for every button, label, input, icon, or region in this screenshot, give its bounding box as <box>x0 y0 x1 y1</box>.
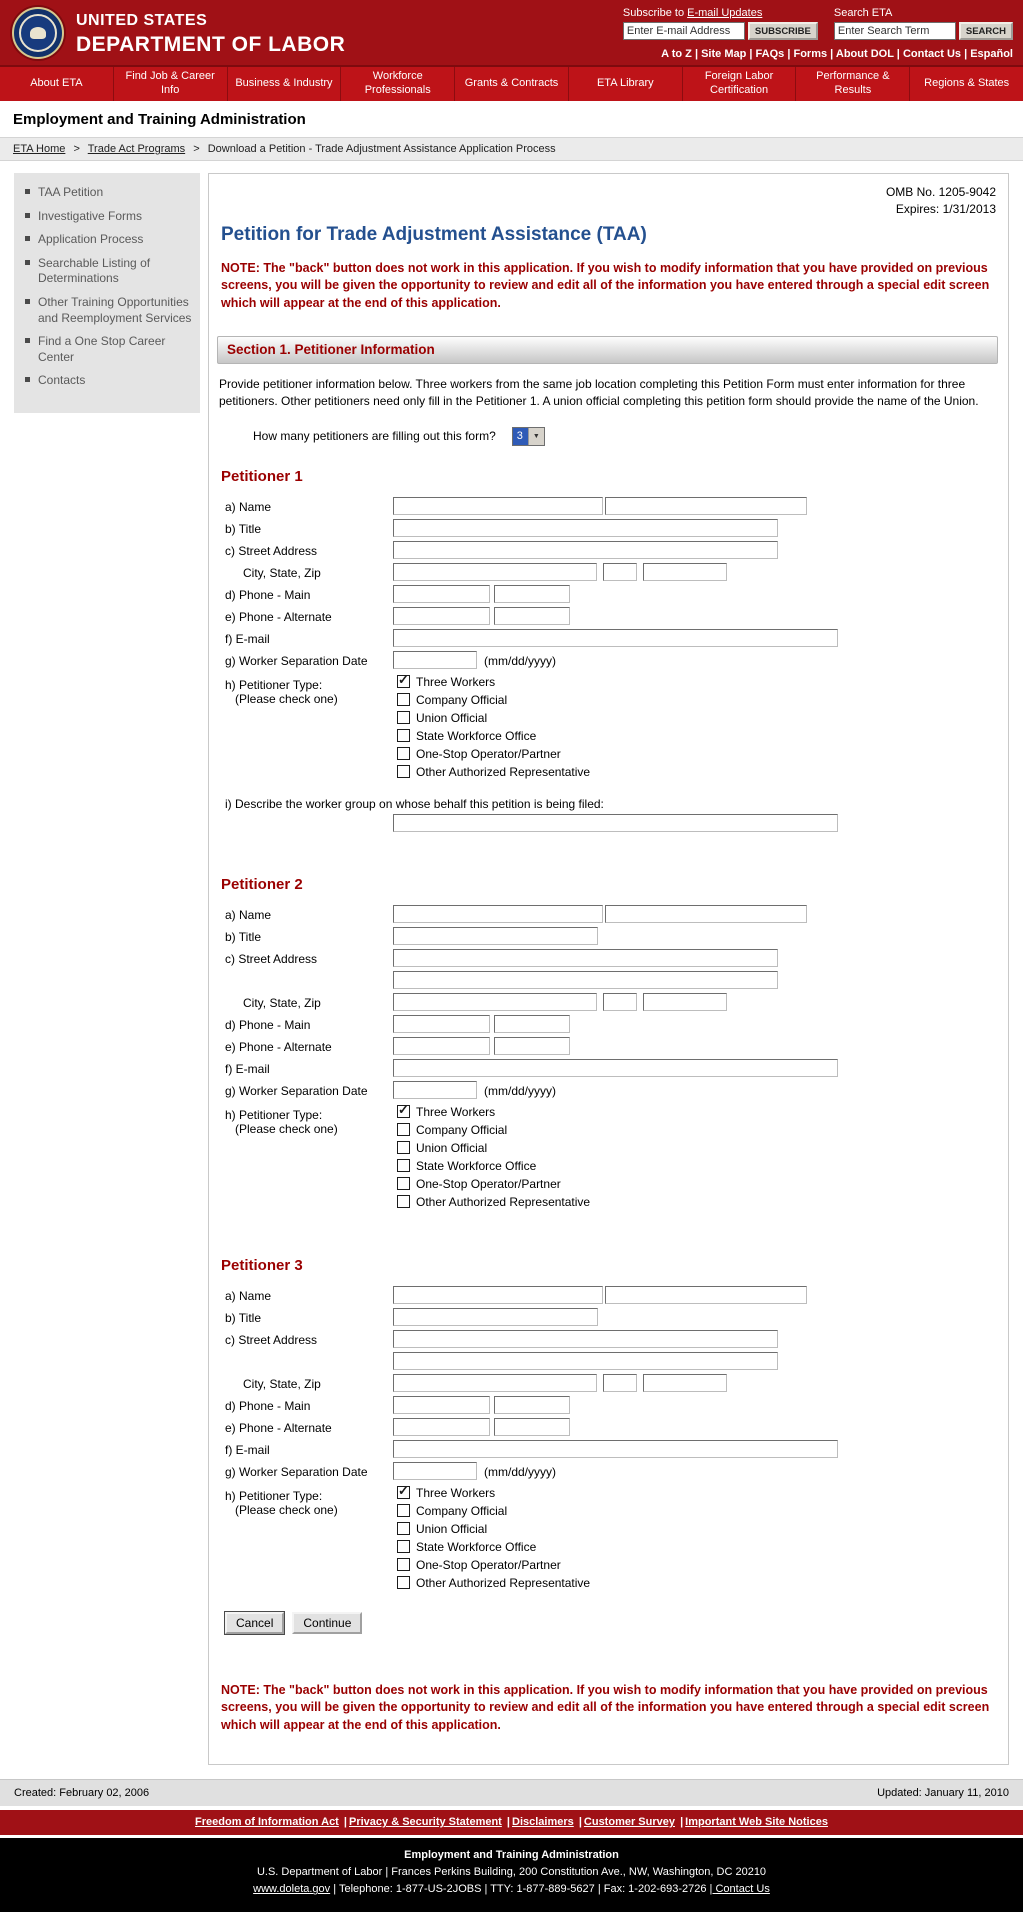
omb-number: OMB No. 1205-9042 <box>885 185 996 199</box>
p2-phone-alt-label: e) Phone - Alternate <box>225 1039 332 1054</box>
p2-street-label: c) Street Address <box>225 951 318 966</box>
form-row <box>217 1308 998 1326</box>
form-row <box>217 1440 998 1458</box>
p1-city-label: City, State, Zip <box>243 565 321 580</box>
subscribe-email-input[interactable] <box>623 22 745 40</box>
p2-three-workers-checkbox[interactable] <box>397 1102 410 1118</box>
link-foia[interactable]: Freedom of Information Act <box>195 1816 339 1829</box>
sidebar <box>14 173 200 413</box>
form-row <box>217 1015 998 1033</box>
p2-other-authorized-rep-checkbox[interactable] <box>397 1195 410 1208</box>
p1-phone-alt-area-input[interactable] <box>393 607 490 625</box>
p3-phone-main-label: d) Phone - Main <box>225 1398 311 1413</box>
p2-phone-main-label: d) Phone - Main <box>225 1017 311 1032</box>
petitioner-1-section <box>217 468 998 832</box>
p1-name-label: a) Name <box>225 499 272 514</box>
masthead <box>0 0 1023 65</box>
form-row <box>217 1352 998 1370</box>
footer-phone-info: | Telephone: 1-877-US-2JOBS | TTY: 1-877-889-5627 | Fax: 1-202-693-2726 <box>333 1883 706 1895</box>
p2-company-official-checkbox[interactable] <box>397 1123 410 1136</box>
omb-block <box>217 184 996 218</box>
petitioner-count-label: How many petitioners are filling out this form? <box>253 429 496 444</box>
sidebar-item-investigative-forms[interactable]: Investigative Forms <box>20 209 192 225</box>
link-web-site-notices[interactable]: | Important Web Site Notices <box>678 1816 828 1828</box>
p1-type-state-workforce-office-option[interactable]: State Workforce Office <box>397 729 590 743</box>
p2-phone-alt-number-input[interactable] <box>494 1037 570 1055</box>
form-row <box>217 1059 998 1077</box>
p1-describe-input[interactable] <box>393 814 838 832</box>
p2-type-options <box>393 1102 591 1213</box>
petitioner-3-heading: Petitioner 3 <box>221 1256 303 1274</box>
footer-agency-name: Employment and Training Administration <box>404 1849 619 1862</box>
p1-union-official-checkbox[interactable] <box>397 711 410 724</box>
utility-links <box>661 48 1013 60</box>
p2-type-other-authorized-rep-option[interactable]: Other Authorized Representative <box>397 1195 590 1209</box>
main-navigation <box>0 65 1023 101</box>
seal-inner-ring <box>19 14 57 52</box>
form-row <box>217 1286 998 1304</box>
p1-street-label: c) Street Address <box>225 543 318 558</box>
breadcrumb-separator: > <box>193 143 200 155</box>
p3-type-one-stop-operator-option[interactable]: One-Stop Operator/Partner <box>397 1558 590 1572</box>
p1-type-three-workers-option[interactable]: ✓ Three Workers <box>398 672 496 689</box>
p2-street-input-2[interactable] <box>393 971 778 989</box>
sidebar-item-other-training[interactable]: Other Training Opportunities and Reemployment Services <box>20 295 192 326</box>
p1-email-input[interactable] <box>393 629 838 647</box>
p3-email-input[interactable] <box>393 1440 838 1458</box>
p3-street-input-1[interactable] <box>393 1330 778 1348</box>
agency-line-1: UNITED STATES <box>76 12 208 29</box>
p1-type-one-stop-operator-option[interactable]: One-Stop Operator/Partner <box>397 747 590 761</box>
omb-expires: Expires: 1/31/2013 <box>895 201 996 216</box>
label-spacer <box>217 971 393 974</box>
date-format-hint: (mm/dd/yyyy) <box>484 1464 556 1479</box>
p3-one-stop-operator-checkbox[interactable] <box>397 1558 410 1571</box>
footer-contact-us-link[interactable]: | Contact Us <box>710 1883 770 1895</box>
form-row <box>217 814 998 832</box>
check-icon: ✓ <box>398 1483 409 1499</box>
nav-find-job-career-info[interactable]: Find Job & Career Info <box>113 67 227 101</box>
p1-name-input-1[interactable] <box>393 497 603 515</box>
intro-text: Provide petitioner information below. Three workers from the same job location completing this Petition Form must enter information for three petitioners. Other petitioners need only fill in the Petitioner 1. A union official completing this petition form should provide the name of the Union. <box>219 377 979 409</box>
check-icon: ✓ <box>398 1102 409 1118</box>
link-customer-survey[interactable]: | Customer Survey <box>577 1816 675 1828</box>
link-espanol[interactable]: | Español <box>964 48 1013 60</box>
nav-regions-states[interactable]: Regions & States <box>909 67 1023 101</box>
p3-other-authorized-rep-checkbox[interactable] <box>397 1576 410 1589</box>
footer-address: U.S. Department of Labor | Frances Perkins Building, 200 Constitution Ave., NW, Washington, DC 20210 <box>256 1866 767 1879</box>
form-row <box>217 497 998 515</box>
form-row <box>217 651 998 669</box>
p3-state-input[interactable] <box>603 1374 637 1392</box>
footer <box>0 1838 1023 1911</box>
form-row <box>217 927 998 945</box>
link-about-dol[interactable]: | About DOL <box>830 48 894 60</box>
p3-company-official-checkbox[interactable] <box>397 1504 410 1517</box>
link-privacy-security[interactable]: | Privacy & Security Statement <box>342 1816 502 1828</box>
p3-three-workers-checkbox[interactable] <box>397 1483 410 1499</box>
p1-type-union-official-option[interactable]: Union Official <box>397 711 590 725</box>
p3-type-company-official-option[interactable]: Company Official <box>397 1504 590 1518</box>
p3-type-other-authorized-rep-option[interactable]: Other Authorized Representative <box>397 1576 590 1590</box>
form-row <box>217 1483 998 1594</box>
p2-type-three-workers-option[interactable]: ✓ Three Workers <box>398 1102 496 1119</box>
agency-line-2: DEPARTMENT OF LABOR <box>76 32 346 56</box>
p3-city-input[interactable] <box>393 1374 597 1392</box>
link-faqs[interactable]: | FAQs <box>749 48 784 60</box>
form-row <box>217 629 998 647</box>
p2-phone-alt-area-input[interactable] <box>393 1037 490 1055</box>
p1-type-other-authorized-rep-option[interactable]: Other Authorized Representative <box>397 765 590 779</box>
p3-name-input-1[interactable] <box>393 1286 603 1304</box>
p2-email-input[interactable] <box>393 1059 838 1077</box>
p3-name-label: a) Name <box>225 1288 272 1303</box>
p1-three-workers-checkbox[interactable] <box>397 672 410 688</box>
updated-date: Updated: January 11, 2010 <box>877 1787 1009 1800</box>
bullet-icon <box>25 189 30 194</box>
p1-phone-main-number-input[interactable] <box>494 585 570 603</box>
p2-name-input-1[interactable] <box>393 905 603 923</box>
bullet-icon <box>25 236 30 241</box>
p3-state-workforce-office-checkbox[interactable] <box>397 1540 410 1553</box>
form-buttons <box>225 1612 998 1634</box>
p1-type-options <box>393 672 591 783</box>
subscribe-button[interactable]: SUBSCRIBE <box>748 22 818 40</box>
form-row <box>217 607 998 625</box>
sidebar-item-one-stop-career-center[interactable]: Find a One Stop Career Center <box>20 334 192 365</box>
p2-title-input[interactable] <box>393 927 598 945</box>
form-row <box>217 585 998 603</box>
p1-street-input[interactable] <box>393 541 778 559</box>
petitioner-2-section <box>217 876 998 1213</box>
search-group <box>834 7 1013 40</box>
form-row <box>217 1330 998 1348</box>
p1-describe-label: i) Describe the worker group on whose behalf this petition is being filed: <box>225 796 604 811</box>
p3-union-official-checkbox[interactable] <box>397 1522 410 1535</box>
form-row <box>217 949 998 967</box>
form-row <box>217 1037 998 1055</box>
eagle-emblem-icon <box>30 27 46 39</box>
p1-one-stop-operator-checkbox[interactable] <box>397 747 410 760</box>
p2-name-input-2[interactable] <box>605 905 807 923</box>
p3-street-label: c) Street Address <box>225 1332 318 1347</box>
p1-city-input[interactable] <box>393 563 597 581</box>
p2-type-label: h) Petitioner Type: (Please check one) <box>225 1107 338 1136</box>
bullet-icon <box>25 213 30 218</box>
p2-city-input[interactable] <box>393 993 597 1011</box>
breadcrumb-current-page: Download a Petition - Trade Adjustment Assistance Application Process <box>207 143 556 155</box>
sidebar-item-contacts[interactable]: Contacts <box>20 373 192 389</box>
p3-email-label: f) E-mail <box>225 1442 270 1457</box>
nav-performance-results[interactable]: Performance & Results <box>795 67 909 101</box>
note-top: NOTE: The "back" button does not work in this application. If you wish to modify information that you have provided on previous screens, you will be given the opportunity to review and edit all of the information you have entered through a special edit screen which will appear at the end of this application. <box>221 260 990 310</box>
nav-eta-library[interactable]: ETA Library <box>568 67 682 101</box>
p3-street-input-2[interactable] <box>393 1352 778 1370</box>
p3-type-three-workers-option[interactable]: ✓ Three Workers <box>398 1483 496 1500</box>
search-input[interactable] <box>834 22 956 40</box>
bullet-icon <box>25 260 30 265</box>
p3-title-label: b) Title <box>225 1310 262 1325</box>
subscribe-label: Subscribe to E-mail Updates <box>622 7 763 19</box>
petitioner-count-row <box>253 427 998 446</box>
form-row <box>217 971 998 989</box>
p1-state-workforce-office-checkbox[interactable] <box>397 729 410 742</box>
link-contact-us[interactable]: | Contact Us <box>897 48 961 60</box>
petitioner-1-heading: Petitioner 1 <box>221 467 303 485</box>
p3-city-label: City, State, Zip <box>243 1376 321 1391</box>
p2-union-official-checkbox[interactable] <box>397 1141 410 1154</box>
email-updates-link[interactable]: E-mail Updates <box>687 7 763 19</box>
main-content <box>208 173 1009 1765</box>
form-row <box>217 1462 998 1480</box>
p2-phone-main-area-input[interactable] <box>393 1015 490 1033</box>
p2-state-input[interactable] <box>603 993 637 1011</box>
p1-zip-input[interactable] <box>643 563 727 581</box>
p2-name-label: a) Name <box>225 907 272 922</box>
sidebar-item-application-process[interactable]: Application Process <box>20 232 192 248</box>
petitioner-count-select[interactable] <box>512 427 545 446</box>
check-icon: ✓ <box>398 672 409 688</box>
petitioner-3-section <box>217 1257 998 1594</box>
p3-phone-alt-label: e) Phone - Alternate <box>225 1420 332 1435</box>
form-row <box>217 541 998 559</box>
link-forms[interactable]: | Forms <box>787 48 827 60</box>
bullet-icon <box>25 299 30 304</box>
p3-title-input[interactable] <box>393 1308 598 1326</box>
p1-type-company-official-option[interactable]: Company Official <box>397 693 590 707</box>
form-row <box>217 905 998 923</box>
search-button[interactable]: SEARCH <box>959 22 1013 40</box>
p3-type-options <box>393 1483 591 1594</box>
sidebar-item-taa-petition[interactable]: TAA Petition <box>20 185 192 201</box>
p1-email-label: f) E-mail <box>225 631 270 646</box>
breadcrumb <box>0 137 1023 161</box>
nav-about-eta[interactable]: About ETA <box>30 77 83 90</box>
breadcrumb-trade-act-programs[interactable]: Trade Act Programs <box>87 143 186 155</box>
footer-links-bar <box>0 1810 1023 1835</box>
p1-type-label: h) Petitioner Type: (Please check one) <box>225 677 338 706</box>
p1-name-input-2[interactable] <box>605 497 807 515</box>
bullet-icon <box>25 338 30 343</box>
search-label: Search ETA <box>833 7 893 19</box>
form-row <box>217 1396 998 1414</box>
p1-phone-main-area-input[interactable] <box>393 585 490 603</box>
form-row <box>217 1081 998 1099</box>
p3-zip-input[interactable] <box>643 1374 727 1392</box>
form-row <box>217 672 998 783</box>
p2-type-state-workforce-office-option[interactable]: State Workforce Office <box>397 1159 590 1173</box>
link-disclaimers[interactable]: | Disclaimers <box>505 1816 574 1828</box>
p1-other-authorized-rep-checkbox[interactable] <box>397 765 410 778</box>
p2-separation-date-label: g) Worker Separation Date <box>225 1083 368 1098</box>
dropdown-arrow-icon[interactable]: ▼ <box>528 428 544 445</box>
form-row <box>217 1102 998 1213</box>
cancel-button[interactable]: Cancel <box>225 1612 284 1634</box>
label-spacer <box>217 814 393 817</box>
footer-contact-line <box>10 1881 1013 1898</box>
nav-workforce-professionals[interactable]: Workforce Professionals <box>340 67 454 101</box>
breadcrumb-eta-home[interactable]: ETA Home <box>13 143 66 155</box>
p1-company-official-checkbox[interactable] <box>397 693 410 706</box>
bullet-icon <box>25 377 30 382</box>
form-row <box>217 1418 998 1436</box>
p1-separation-date-label: g) Worker Separation Date <box>225 653 368 668</box>
p3-type-union-official-option[interactable]: Union Official <box>397 1522 590 1536</box>
p3-separation-date-input[interactable] <box>393 1462 477 1480</box>
sidebar-item-searchable-listing[interactable]: Searchable Listing of Determinations <box>20 256 192 287</box>
nav-grants-contracts[interactable]: Grants & Contracts <box>454 67 568 101</box>
dol-seal-logo[interactable] <box>12 7 64 59</box>
date-format-hint: (mm/dd/yyyy) <box>484 653 556 668</box>
p2-type-one-stop-operator-option[interactable]: One-Stop Operator/Partner <box>397 1177 590 1191</box>
subscribe-group <box>623 7 818 40</box>
form-row <box>217 1374 998 1392</box>
link-site-map[interactable]: | Site Map <box>695 48 746 60</box>
label-spacer <box>217 1352 393 1355</box>
breadcrumb-separator: > <box>73 143 80 155</box>
p1-phone-main-label: d) Phone - Main <box>225 587 311 602</box>
p2-street-input-1[interactable] <box>393 949 778 967</box>
selected-value: 3 <box>513 428 528 445</box>
p3-phone-main-number-input[interactable] <box>494 1396 570 1414</box>
p2-type-company-official-option[interactable]: Company Official <box>397 1123 590 1137</box>
p3-name-input-2[interactable] <box>605 1286 807 1304</box>
p2-city-label: City, State, Zip <box>243 995 321 1010</box>
form-row <box>217 519 998 537</box>
p3-phone-alt-area-input[interactable] <box>393 1418 490 1436</box>
p3-separation-date-label: g) Worker Separation Date <box>225 1464 368 1479</box>
site-section-title: Employment and Training Administration <box>0 101 1023 137</box>
link-a-to-z[interactable]: A to Z <box>661 48 692 60</box>
p3-phone-alt-number-input[interactable] <box>494 1418 570 1436</box>
dates-bar <box>0 1779 1023 1806</box>
nav-foreign-labor-certification[interactable]: Foreign Labor Certification <box>682 67 796 101</box>
p3-type-label: h) Petitioner Type: (Please check one) <box>225 1488 338 1517</box>
p2-separation-date-input[interactable] <box>393 1081 477 1099</box>
p1-state-input[interactable] <box>603 563 637 581</box>
petitioner-2-heading: Petitioner 2 <box>221 875 303 893</box>
created-date: Created: February 02, 2006 <box>14 1787 150 1800</box>
p1-separation-date-input[interactable] <box>393 651 477 669</box>
p1-phone-alt-number-input[interactable] <box>494 607 570 625</box>
p2-phone-main-number-input[interactable] <box>494 1015 570 1033</box>
p2-type-union-official-option[interactable]: Union Official <box>397 1141 590 1155</box>
p3-phone-main-area-input[interactable] <box>393 1396 490 1414</box>
p1-title-label: b) Title <box>225 521 262 536</box>
nav-business-industry[interactable]: Business & Industry <box>227 67 341 101</box>
p2-zip-input[interactable] <box>643 993 727 1011</box>
note-bottom: NOTE: The "back" button does not work in this application. If you wish to modify information that you have provided on previous screens, you will be given the opportunity to review and edit all of the information you have entered through a special edit screen which will appear at the end of this application. <box>221 1682 990 1732</box>
p2-email-label: f) E-mail <box>225 1061 270 1076</box>
section-1-header: Section 1. Petitioner Information <box>217 336 998 364</box>
p2-state-workforce-office-checkbox[interactable] <box>397 1159 410 1172</box>
p2-title-label: b) Title <box>225 929 262 944</box>
form-row <box>217 563 998 581</box>
doleta-gov-link[interactable]: www.doleta.gov <box>253 1883 331 1896</box>
form-row <box>217 993 998 1011</box>
agency-name <box>76 7 345 58</box>
p1-title-input[interactable] <box>393 519 778 537</box>
p3-type-state-workforce-office-option[interactable]: State Workforce Office <box>397 1540 590 1554</box>
page-title: Petition for Trade Adjustment Assistance (TAA) <box>221 223 647 245</box>
p1-phone-alt-label: e) Phone - Alternate <box>225 609 332 624</box>
date-format-hint: (mm/dd/yyyy) <box>484 1083 556 1098</box>
p2-one-stop-operator-checkbox[interactable] <box>397 1177 410 1190</box>
continue-button[interactable]: Continue <box>292 1612 362 1634</box>
